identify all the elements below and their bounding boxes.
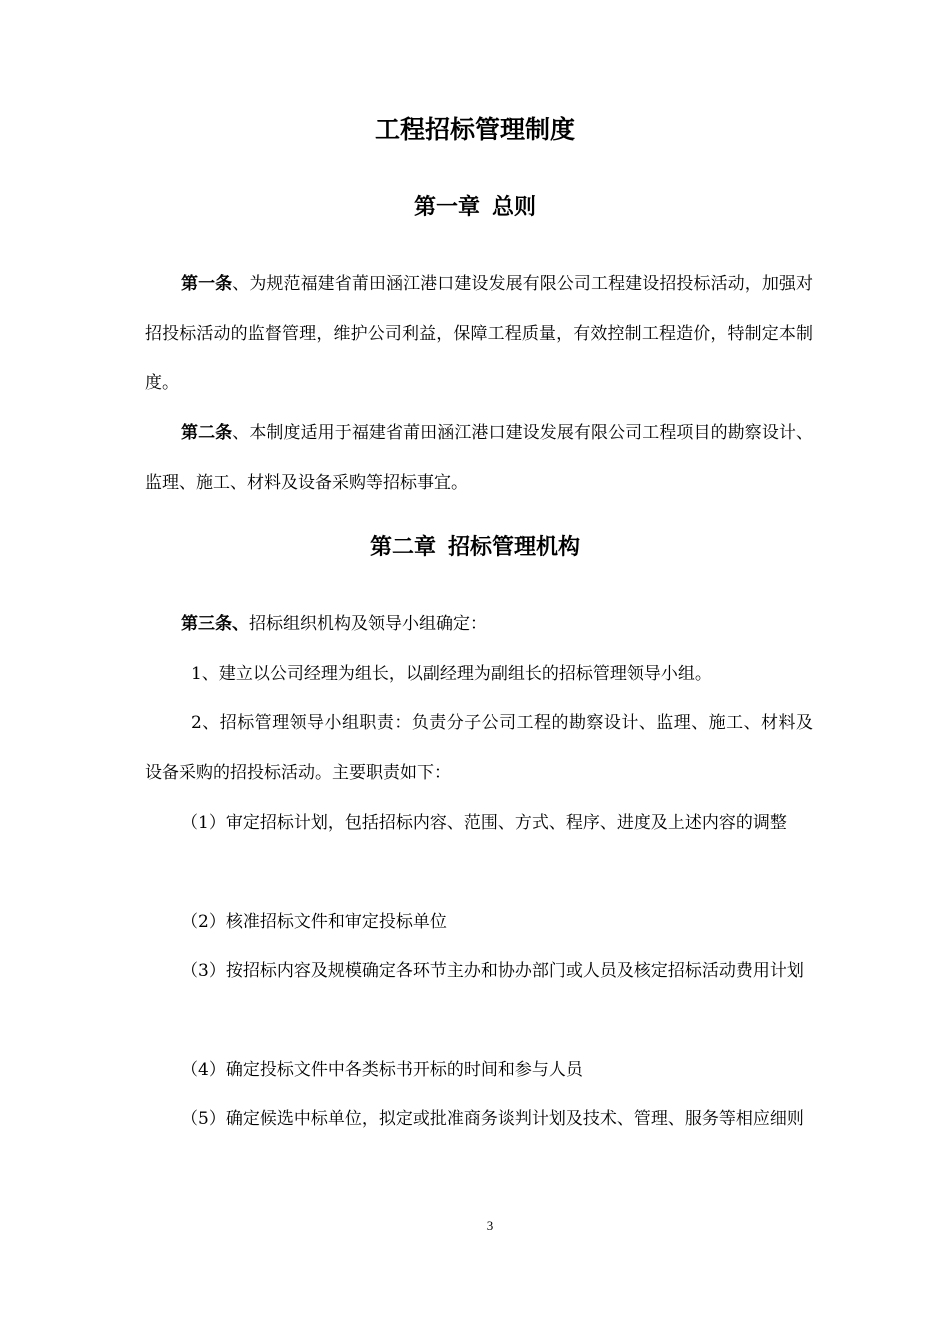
article-1 xyxy=(145,260,813,409)
page-number: 3 xyxy=(486,1218,494,1233)
list-item: （2）核准招标文件和审定投标单位 xyxy=(181,912,447,932)
article-label: 第二条 xyxy=(181,423,233,443)
article-text: 、为规范福建省莆田涵江港口建设发展有限公司工程建设招投标活动，加强对招投标活动的监督管理，维护公司利益，保障工程质量，有效控制工程造价，特制定本制度。 xyxy=(145,274,813,393)
article-2 xyxy=(145,409,813,508)
list-item: （5）确定候选中标单位，拟定或批准商务谈判计划及技术、管理、服务等相应细则 xyxy=(181,1109,804,1129)
article-text: 、本制度适用于福建省莆田涵江港口建设发展有限公司工程项目的勘察设计、监理、施工、材料及设备采购等招标事宜。 xyxy=(145,423,813,493)
chapter-heading-1 xyxy=(0,190,950,226)
chapter-name: 总则 xyxy=(492,195,537,220)
chapter-number: 第二章 xyxy=(369,535,436,560)
article-3 xyxy=(145,600,813,650)
chapter-heading-2 xyxy=(0,530,950,566)
chapter-name: 招标管理机构 xyxy=(448,535,581,560)
article-label: 第三条、 xyxy=(181,614,249,634)
list-item: 1、建立以公司经理为组长，以副经理为副组长的招标管理领导小组。 xyxy=(191,664,712,684)
article-text: 招标组织机构及领导小组确定： xyxy=(249,614,487,634)
article-label: 第一条 xyxy=(181,274,233,294)
list-item: （4）确定投标文件中各类标书开标的时间和参与人员 xyxy=(181,1060,583,1080)
list-item: （1）审定招标计划，包括招标内容、范围、方式、程序、进度及上述内容的调整 xyxy=(181,813,787,833)
list-item: （3）按招标内容及规模确定各环节主办和协办部门或人员及核定招标活动费用计划 xyxy=(181,961,804,981)
list-item: 2、招标管理领导小组职责：负责分子公司工程的勘察设计、监理、施工、材料及设备采购的招投标活动。主要职责如下： xyxy=(145,713,813,783)
document-title: 工程招标管理制度 xyxy=(374,115,575,144)
chapter-number: 第一章 xyxy=(413,195,480,220)
